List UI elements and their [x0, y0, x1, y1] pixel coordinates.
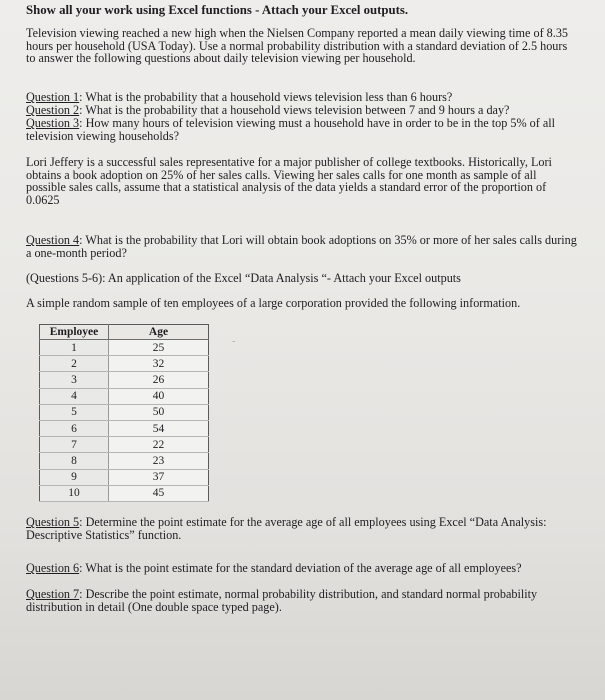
question-2-text: : What is the probability that a household views television between 7 and 9 hours a day?: [79, 103, 510, 117]
table-row: [40, 453, 209, 469]
question-3-label: Question 3: [26, 116, 80, 130]
question-2: [26, 104, 578, 117]
page-title: Show all your work using Excel functions - Attach your Excel outputs.: [26, 3, 409, 17]
table-row: [40, 437, 209, 453]
age-cell: 25: [109, 340, 209, 356]
question-5-label: Question 5: [26, 515, 80, 529]
table-row: [40, 388, 209, 404]
header-employee: Employee: [40, 325, 109, 340]
header-age: Age: [109, 325, 209, 340]
question-2-label: Question 2: [26, 103, 80, 117]
question-7: [26, 588, 578, 613]
age-cell: 40: [109, 388, 209, 404]
question-4-label: Question 4: [26, 233, 80, 247]
employee-cell: 5: [40, 404, 109, 420]
question-5: [26, 516, 578, 541]
age-cell: 22: [109, 437, 209, 453]
question-4-text: : What is the probability that Lori will obtain book adoptions on 35% or more of her sales calls during a one-month period?: [26, 233, 577, 260]
employee-cell: 4: [40, 388, 109, 404]
question-1-label: Question 1: [26, 90, 80, 104]
question-7-text: : Describe the point estimate, normal probability distribution, and standard normal probability distribution in detail (One double space typed page).: [26, 587, 538, 614]
question-5-text: : Determine the point estimate for the average age of all employees using Excel “Data Analysis: Descriptive Statistics” function.: [26, 515, 547, 542]
employee-age-table: [39, 324, 209, 502]
employee-cell: 3: [40, 372, 109, 388]
question-6: [26, 562, 578, 575]
questions-5-6-note: (Questions 5-6): An application of the Excel “Data Analysis “- Attach your Excel outputs: [26, 271, 461, 285]
table-row: [40, 356, 209, 372]
question-3-text: : How many hours of television viewing must a household have in order to be in the top 5% of all television viewing households?: [26, 116, 556, 143]
table-row: [40, 420, 209, 436]
question-7-label: Question 7: [26, 587, 80, 601]
age-cell: 23: [109, 453, 209, 469]
stray-mark: -: [232, 336, 236, 347]
table-header-row: [40, 325, 209, 340]
question-6-label: Question 6: [26, 561, 80, 575]
employee-cell: 1: [40, 340, 109, 356]
age-cell: 45: [109, 485, 209, 501]
table-row: [40, 404, 209, 420]
employee-cell: 9: [40, 469, 109, 485]
table-row: [40, 372, 209, 388]
employee-cell: 8: [40, 453, 109, 469]
sample-intro: A simple random sample of ten employees of a large corporation provided the following information.: [26, 296, 521, 310]
table-row: [40, 469, 209, 485]
table-row: [40, 340, 209, 356]
employee-cell: 10: [40, 485, 109, 501]
employee-cell: 6: [40, 420, 109, 436]
table-row: [40, 485, 209, 501]
age-cell: 54: [109, 420, 209, 436]
question-6-text: : What is the point estimate for the standard deviation of the average age of all employees?: [79, 561, 522, 575]
age-cell: 32: [109, 356, 209, 372]
lori-paragraph: Lori Jeffery is a successful sales representative for a major publisher of college textbooks. Historically, Lori obtains a book adoption on 25% of her sales calls. Viewing her sales calls for one month as sample of all possible sales calls, assume that a statistical analysis of the data yields a standard error of the proportion of 0.0625: [26, 155, 552, 207]
age-cell: 50: [109, 404, 209, 420]
employee-cell: 7: [40, 437, 109, 453]
question-3: [26, 117, 578, 142]
employee-cell: 2: [40, 356, 109, 372]
question-4: [26, 234, 578, 259]
question-1: [26, 91, 578, 104]
intro-paragraph: Television viewing reached a new high when the Nielsen Company reported a mean daily viewing time of 8.35 hours per household (USA Today). Use a normal probability distribution with a standard deviation of 2.5 hours to answer the following questions about daily television viewing per household.: [26, 26, 569, 65]
question-1-text: : What is the probability that a household views television less than 6 hours?: [79, 90, 453, 104]
age-cell: 26: [109, 372, 209, 388]
age-cell: 37: [109, 469, 209, 485]
